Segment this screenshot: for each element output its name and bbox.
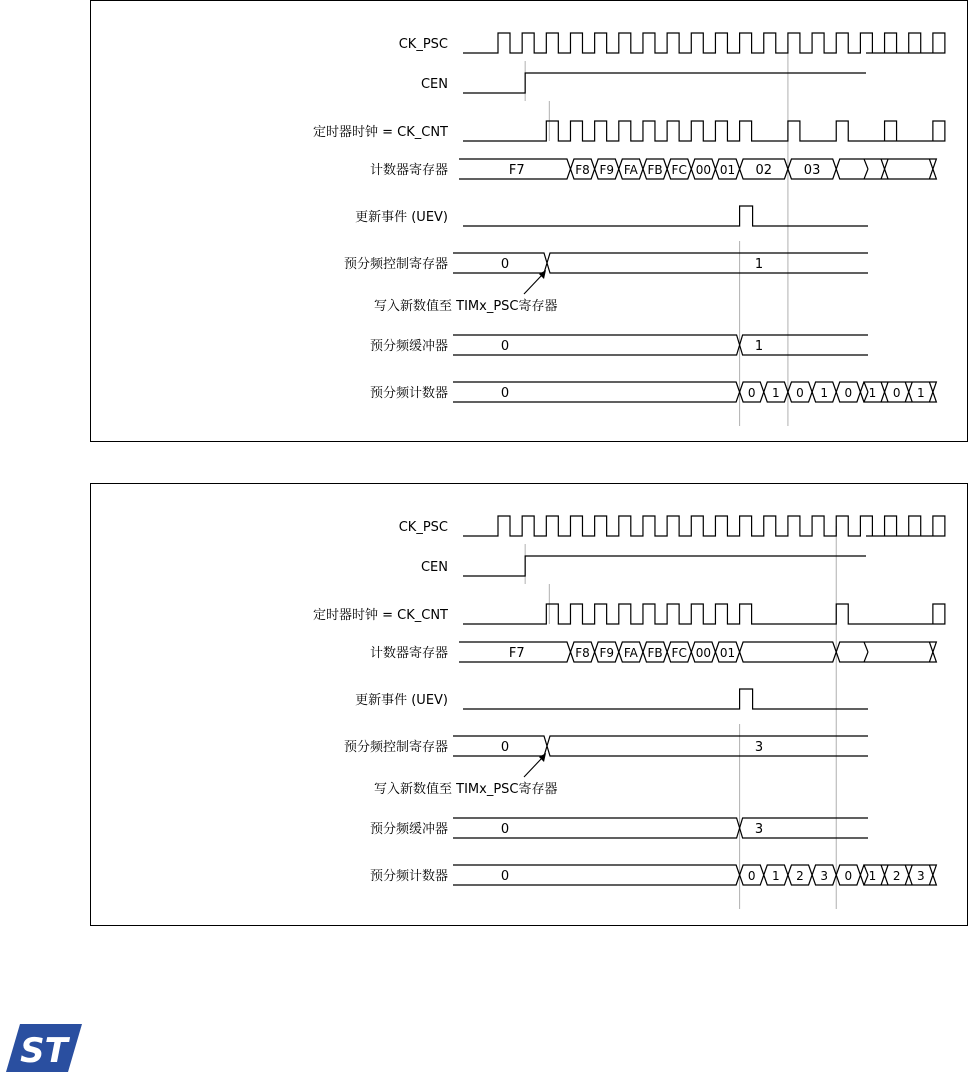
signal-label-uev: 更新事件 (UEV)	[355, 210, 448, 225]
signal-label-ck-psc: CK_PSC	[398, 520, 448, 535]
psc-counter-bus-bottom	[453, 392, 936, 402]
signal-label-cen: CEN	[420, 560, 448, 575]
bus-value: 1	[820, 386, 828, 400]
signal-label-uev: 更新事件 (UEV)	[355, 693, 448, 708]
signal-label-ck-psc: CK_PSC	[398, 37, 448, 52]
signal-label-psc-ctrl: 预分频控制寄存器	[343, 740, 448, 755]
psc-buffer-bus-a	[453, 818, 740, 838]
annotation-arrow-line	[524, 758, 542, 777]
bus-value: 1	[868, 869, 877, 883]
st-logo	[4, 1022, 84, 1074]
psc-ctrl-bus-b	[547, 253, 868, 273]
bus-value: 0	[747, 869, 756, 883]
bus-value: 0	[892, 386, 901, 400]
bus-value: 2	[892, 869, 901, 883]
bus-value: 0	[844, 869, 853, 883]
bus-value: 1	[868, 386, 877, 400]
ck-psc-waveform	[463, 33, 945, 53]
st-logo-icon	[4, 1022, 84, 1074]
bus-value: 00	[695, 163, 712, 177]
write-annotation: 写入新数值至 TIMx_PSC寄存器	[374, 782, 558, 797]
bus-value: FA	[623, 163, 638, 177]
bus-value: 1	[754, 257, 764, 272]
signal-label-ck-cnt: 定时器时钟 = CK_CNT	[312, 125, 448, 140]
timing-diagram-prescaler-1	[90, 0, 968, 442]
psc-counter-bus-top	[453, 382, 936, 392]
ck-cnt-waveform	[463, 604, 945, 624]
bus-value: F7	[508, 163, 525, 178]
signal-label-psc-ctrl: 预分频控制寄存器	[343, 257, 448, 272]
bus-value: FB	[647, 646, 663, 660]
psc-buffer-bus-a	[453, 335, 740, 355]
bus-value: 3	[916, 869, 925, 883]
bus-value: 3	[754, 822, 764, 837]
signal-label-psc-counter: 预分频计数器	[369, 869, 448, 884]
bus-value: 0	[500, 257, 510, 272]
bus-value: 01	[719, 646, 736, 660]
bus-value: 0	[500, 822, 510, 837]
bus-value: 1	[772, 386, 780, 400]
bus-value: 0	[844, 386, 853, 400]
cen-waveform	[463, 556, 866, 576]
timing-diagram-svg-2	[91, 484, 969, 927]
ck-cnt-waveform	[463, 121, 945, 141]
signal-label-counter-reg: 计数器寄存器	[369, 646, 448, 661]
bus-value: 03	[803, 163, 821, 178]
write-annotation: 写入新数值至 TIMx_PSC寄存器	[374, 299, 558, 314]
bus-value: 3	[754, 740, 764, 755]
timing-diagram-prescaler-3	[90, 483, 968, 926]
bus-value: 3	[820, 869, 828, 883]
psc-ctrl-bus-b	[547, 736, 868, 756]
bus-value: 0	[500, 869, 510, 884]
bus-value: 02	[755, 163, 773, 178]
bus-value: 00	[695, 646, 712, 660]
bus-value: 0	[500, 386, 510, 401]
signal-label-counter-reg: 计数器寄存器	[369, 163, 448, 178]
bus-value: 1	[754, 339, 764, 354]
bus-value: 1	[916, 386, 925, 400]
bus-value: 01	[719, 163, 736, 177]
bus-value: F9	[599, 646, 614, 660]
ck-psc-waveform	[463, 516, 945, 536]
bus-value: F8	[575, 163, 590, 177]
timing-diagram-svg-1	[91, 1, 969, 443]
bus-value: FB	[647, 163, 663, 177]
signal-label-ck-cnt: 定时器时钟 = CK_CNT	[312, 608, 448, 623]
bus-value: F9	[599, 163, 614, 177]
cen-waveform	[463, 73, 866, 93]
signal-label-cen: CEN	[420, 77, 448, 92]
psc-counter-bus-top	[453, 865, 936, 875]
bus-value: 1	[772, 869, 780, 883]
psc-counter-bus-bottom	[453, 875, 936, 885]
bus-value: 0	[796, 386, 804, 400]
bus-value: FC	[671, 163, 687, 177]
bus-value: 2	[796, 869, 804, 883]
st-logo-text: ST	[20, 1031, 68, 1071]
uev-waveform	[463, 206, 868, 226]
bus-value: 0	[500, 339, 510, 354]
bus-value: 0	[500, 740, 510, 755]
bus-value: 0	[747, 386, 756, 400]
bus-value: F7	[508, 646, 525, 661]
bus-value: FA	[623, 646, 638, 660]
bus-value: F8	[575, 646, 590, 660]
annotation-arrow-line	[524, 275, 542, 294]
signal-label-psc-buffer: 预分频缓冲器	[369, 822, 448, 837]
signal-label-psc-buffer: 预分频缓冲器	[369, 339, 448, 354]
signal-label-psc-counter: 预分频计数器	[369, 386, 448, 401]
bus-value: FC	[671, 646, 687, 660]
uev-waveform	[463, 689, 868, 709]
